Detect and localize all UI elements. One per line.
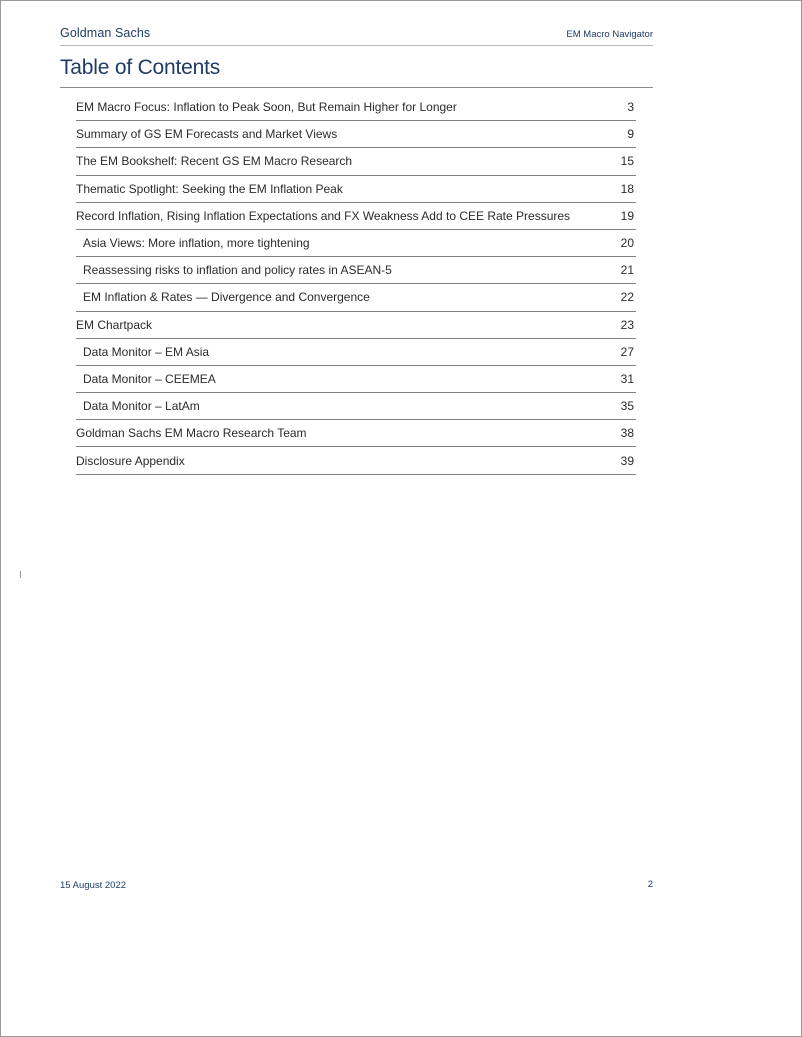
toc-entry[interactable] (76, 94, 636, 121)
toc-entry-page: 31 (620, 371, 634, 386)
toc-entry[interactable] (76, 420, 636, 447)
toc-entry[interactable] (76, 284, 636, 311)
toc-entry[interactable] (76, 148, 636, 175)
toc-entry[interactable] (76, 366, 636, 393)
toc-entry-label: Asia Views: More inflation, more tightening (83, 236, 310, 251)
toc-entry[interactable] (76, 312, 636, 339)
toc-entry-page: 39 (620, 453, 634, 468)
toc-title: Table of Contents (60, 56, 221, 79)
footer-page-number: 2 (647, 879, 653, 890)
toc-entry-page: 23 (620, 317, 634, 332)
toc-entry-label: Disclosure Appendix (76, 453, 185, 468)
toc-entry-label: Goldman Sachs EM Macro Research Team (76, 426, 307, 441)
margin-tick (20, 571, 21, 578)
toc-entry[interactable] (76, 339, 636, 366)
footer-date: 15 August 2022 (60, 880, 127, 891)
toc-entry-label: The EM Bookshelf: Recent GS EM Macro Research (76, 154, 353, 169)
toc-entry[interactable] (76, 257, 636, 284)
toc-entry-page: 38 (620, 426, 634, 441)
toc-entry-label: EM Chartpack (76, 317, 153, 332)
report-name: EM Macro Navigator (566, 29, 653, 40)
toc-entry-label: Data Monitor – LatAm (83, 399, 200, 414)
toc-entry-page: 15 (620, 154, 634, 169)
toc-entry-label: Thematic Spotlight: Seeking the EM Inflation Peak (76, 181, 343, 196)
toc-entry-page: 3 (627, 100, 634, 115)
toc-entry-label: Summary of GS EM Forecasts and Market Views (76, 127, 338, 142)
toc-entry-page: 35 (620, 399, 634, 414)
toc-entry-label: EM Macro Focus: Inflation to Peak Soon, But Remain Higher for Longer (76, 100, 457, 115)
toc-entry-page: 22 (620, 290, 634, 305)
toc-entry-page: 9 (627, 127, 634, 142)
toc-entry[interactable] (76, 121, 636, 148)
toc-entry-page: 21 (620, 263, 634, 278)
toc-entry-label: Reassessing risks to inflation and policy rates in ASEAN-5 (83, 263, 392, 278)
toc-entry-label: EM Inflation & Rates — Divergence and Convergence (83, 290, 370, 305)
toc-list (76, 94, 636, 475)
brand-name: Goldman Sachs (60, 26, 151, 40)
toc-entry-page: 20 (620, 236, 634, 251)
toc-entry-label: Record Inflation, Rising Inflation Expectations and FX Weakness Add to CEE Rate Pressures (76, 208, 571, 223)
toc-entry-label: Data Monitor – CEEMEA (83, 371, 216, 386)
toc-entry[interactable] (76, 230, 636, 257)
toc-entry[interactable] (76, 203, 636, 230)
toc-entry-page: 19 (620, 208, 634, 223)
toc-entry-label: Data Monitor – EM Asia (83, 344, 210, 359)
toc-entry[interactable] (76, 447, 636, 474)
toc-entry-page: 27 (620, 344, 634, 359)
toc-entry[interactable] (76, 176, 636, 203)
header-divider (60, 45, 653, 46)
toc-entry-page: 18 (620, 181, 634, 196)
toc-entry[interactable] (76, 393, 636, 420)
title-divider (60, 87, 653, 88)
